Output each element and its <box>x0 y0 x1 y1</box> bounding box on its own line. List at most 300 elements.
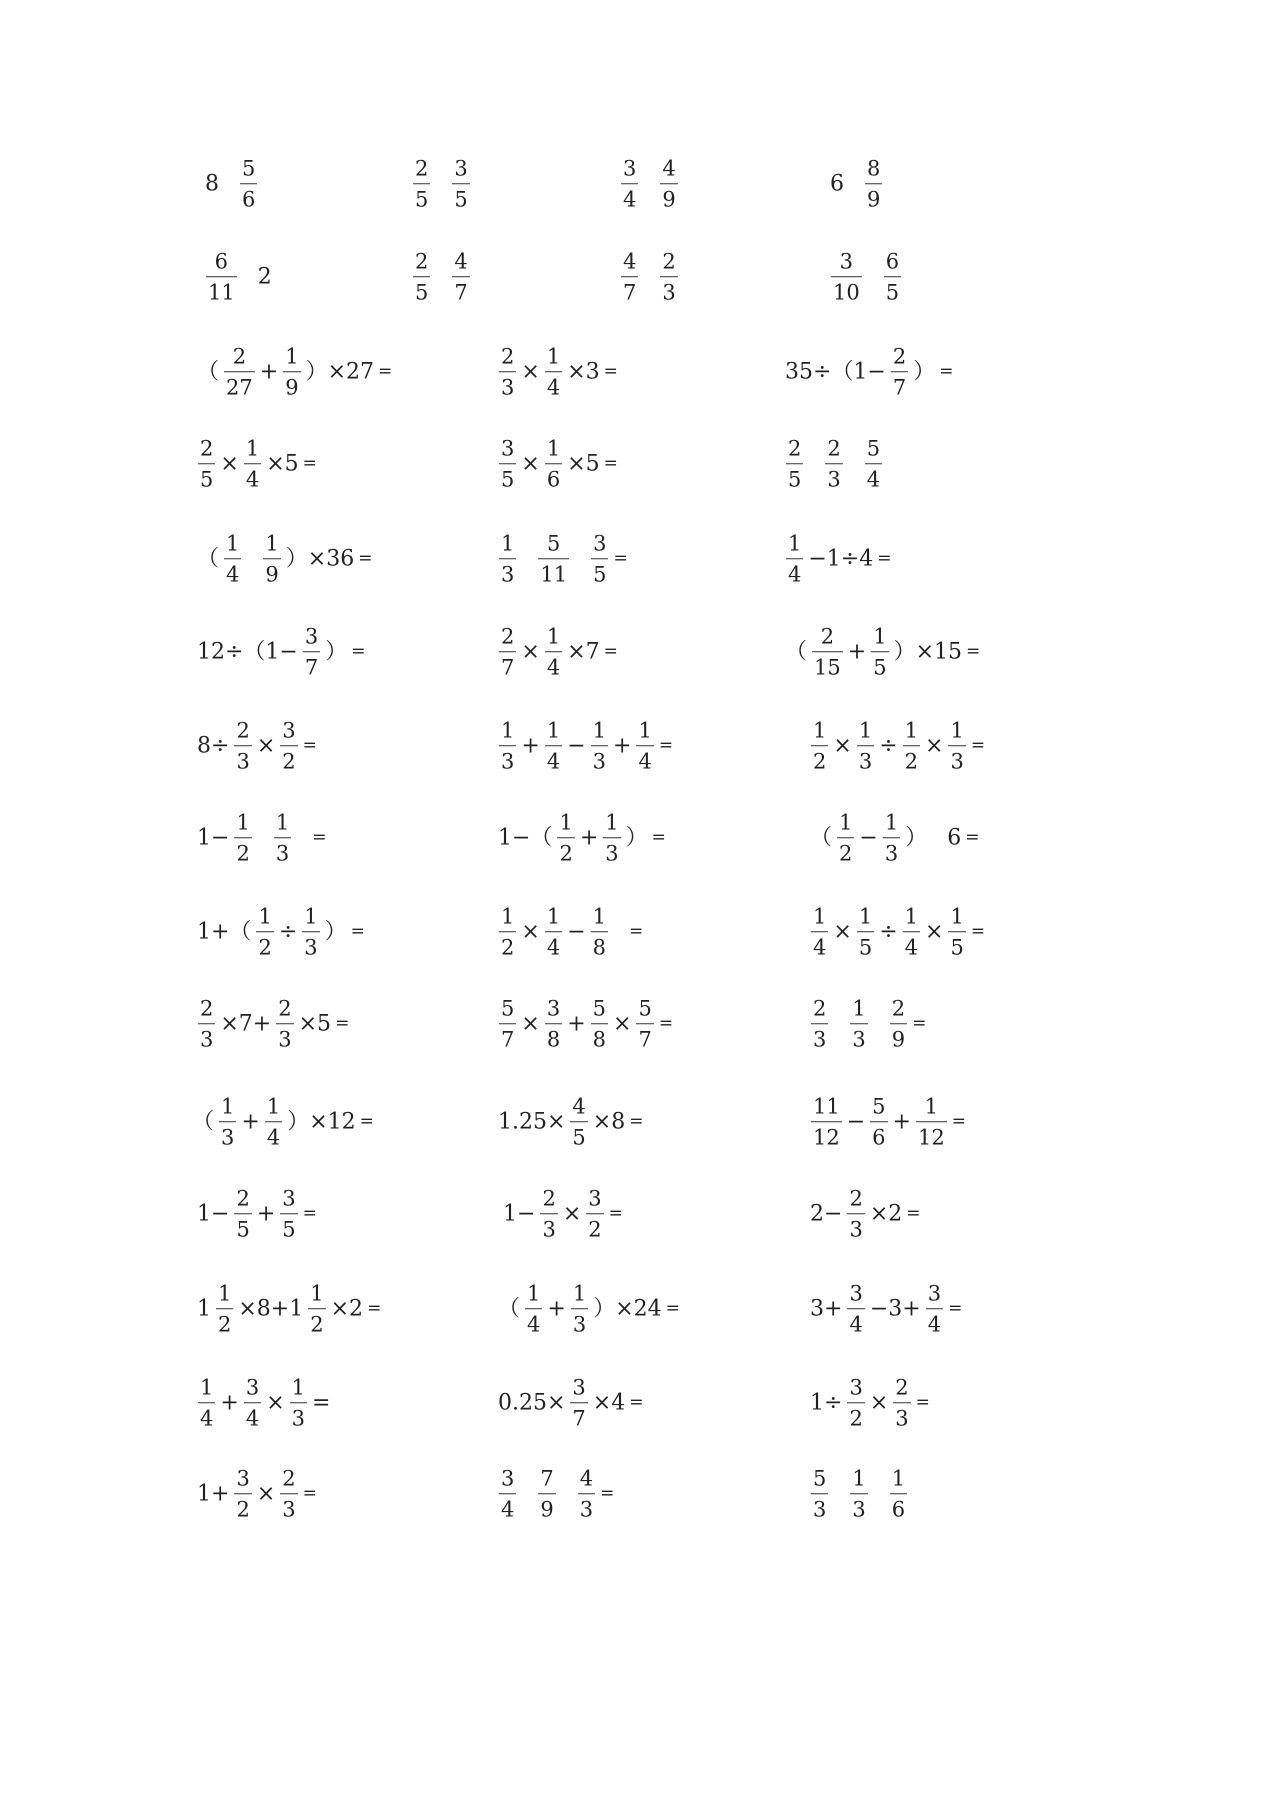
fraction <box>545 717 562 775</box>
fraction-numerator: 1 <box>559 810 573 835</box>
fraction-denominator: 4 <box>245 1406 260 1431</box>
fraction <box>811 995 828 1053</box>
fraction-bar <box>280 1214 297 1215</box>
exercise <box>808 995 928 1053</box>
expression-text: 2 <box>257 264 272 289</box>
fraction <box>280 1185 297 1243</box>
fraction-bar <box>660 184 677 185</box>
expression-text: 1+（ <box>197 919 252 944</box>
fraction <box>525 1280 542 1338</box>
fraction-numerator: 3 <box>593 531 607 556</box>
fraction-denominator: 7 <box>892 375 907 400</box>
expression-text: × <box>833 919 852 944</box>
fraction-denominator: 9 <box>867 187 881 212</box>
fraction-numerator: 5 <box>501 996 515 1021</box>
exercise <box>195 1280 383 1338</box>
fraction-denominator: 5 <box>501 467 515 492</box>
equals-sign: = <box>651 827 666 848</box>
fraction <box>216 1280 233 1338</box>
equals-sign: = <box>302 453 317 474</box>
fraction-bar <box>452 184 469 185</box>
exercise <box>783 435 885 493</box>
fraction-denominator: 3 <box>849 1217 863 1242</box>
fraction-bar <box>825 464 842 465</box>
expression-text: （ <box>197 546 220 571</box>
expression-text: ÷ <box>278 919 298 944</box>
fraction-bar <box>198 1024 215 1025</box>
fraction-numerator: 1 <box>813 718 827 743</box>
exercise <box>496 903 645 961</box>
fraction-bar <box>302 932 319 933</box>
expression-text: ÷ <box>879 733 898 758</box>
fraction-denominator: 4 <box>788 562 802 587</box>
expression-text: 35÷（1− <box>785 359 886 384</box>
fraction-bar <box>525 1309 542 1310</box>
fraction-denominator: 2 <box>813 749 827 774</box>
fraction <box>234 809 251 867</box>
exercise <box>496 995 675 1053</box>
fraction-denominator: 3 <box>884 841 899 866</box>
fraction-denominator: 5 <box>885 280 900 305</box>
equals-sign: = <box>367 1298 382 1319</box>
fraction-bar <box>948 746 965 747</box>
fraction-bar <box>603 838 620 839</box>
fraction-denominator: 2 <box>258 935 272 960</box>
expression-text: ×5 <box>298 1011 332 1036</box>
expression-text: 8÷ <box>197 733 230 758</box>
fraction-denominator: 2 <box>839 841 853 866</box>
expression-text: ）×24 <box>593 1296 662 1321</box>
fraction-denominator: 3 <box>200 1027 214 1052</box>
expression-text: 6 <box>830 171 844 196</box>
fraction-denominator: 5 <box>282 1217 296 1242</box>
expression-text: 1÷ <box>810 1390 843 1415</box>
fraction-bar <box>219 1122 236 1123</box>
fraction <box>303 623 320 681</box>
fraction-denominator: 7 <box>638 1027 652 1052</box>
fraction-denominator: 3 <box>282 1497 296 1522</box>
fraction-numerator: 3 <box>245 1375 260 1400</box>
fraction-bar <box>884 277 901 278</box>
fraction-numerator: 1 <box>873 624 887 649</box>
fraction <box>234 1465 251 1523</box>
expression-text: + <box>521 733 540 758</box>
fraction-numerator: 1 <box>285 344 299 369</box>
fraction-numerator: 5 <box>872 1094 886 1119</box>
fraction-denominator: 2 <box>904 749 918 774</box>
expression-text: （ <box>498 1296 521 1321</box>
exercise <box>496 1280 682 1338</box>
fraction-numerator: 1 <box>546 718 561 743</box>
fraction <box>660 155 677 213</box>
equals-sign: = <box>966 641 981 662</box>
expression-text: + <box>847 639 867 664</box>
fraction-denominator: 9 <box>285 375 299 400</box>
fraction <box>636 995 653 1053</box>
fraction <box>224 530 241 588</box>
fraction <box>903 717 920 775</box>
fraction-numerator: 1 <box>501 718 515 743</box>
exercise <box>195 717 319 775</box>
fraction <box>290 1374 307 1432</box>
exercise <box>496 623 620 681</box>
fraction-denominator: 3 <box>579 1497 594 1522</box>
fraction-numerator: 1 <box>218 1281 232 1306</box>
exercise <box>501 1185 625 1243</box>
fraction <box>591 903 608 961</box>
expression-text: × <box>869 1390 889 1415</box>
expression-text: ）×27 <box>305 359 374 384</box>
fraction-numerator: 1 <box>266 1094 281 1119</box>
fraction-numerator: 7 <box>540 1466 554 1491</box>
fraction <box>198 995 215 1053</box>
exercise <box>195 1185 319 1243</box>
fraction <box>636 717 653 775</box>
fraction-numerator: 5 <box>547 531 561 556</box>
fraction-numerator: 5 <box>813 1466 827 1491</box>
fraction-bar <box>837 838 854 839</box>
fraction-denominator: 4 <box>927 1312 942 1337</box>
fraction-bar <box>557 838 574 839</box>
fraction-denominator: 5 <box>454 187 468 212</box>
exercise <box>195 1374 332 1432</box>
fraction <box>234 1185 251 1243</box>
fraction-bar <box>916 1122 947 1123</box>
fraction-numerator: 3 <box>546 996 561 1021</box>
expression-text: × <box>613 1011 632 1036</box>
fraction-bar <box>812 652 843 653</box>
fraction-numerator: 3 <box>839 249 854 274</box>
expression-text: + <box>567 1011 586 1036</box>
fraction-denominator: 2 <box>236 1497 250 1522</box>
fraction-bar <box>570 1122 587 1123</box>
fraction-bar <box>870 1122 887 1123</box>
fraction <box>256 903 273 961</box>
fraction-denominator: 4 <box>226 562 240 587</box>
exercise <box>808 1280 964 1338</box>
equals-sign: = <box>302 1483 317 1504</box>
expression-text: × <box>562 1201 582 1226</box>
fraction-bar <box>545 372 562 373</box>
fraction <box>302 903 319 961</box>
expression-text: + <box>579 825 599 850</box>
fraction-numerator: 2 <box>200 996 214 1021</box>
fraction-bar <box>499 1024 516 1025</box>
fraction <box>660 248 677 306</box>
equals-sign: = <box>603 361 618 382</box>
fraction-bar <box>224 559 241 560</box>
fraction <box>603 809 620 867</box>
fraction-bar <box>660 277 677 278</box>
fraction-bar <box>591 746 608 747</box>
fraction-numerator: 1 <box>310 1281 324 1306</box>
fraction-numerator: 4 <box>579 1466 594 1491</box>
expression-text: ×2 <box>330 1296 364 1321</box>
fraction <box>499 623 516 681</box>
fraction-bar <box>499 372 516 373</box>
fraction-denominator: 2 <box>559 841 573 866</box>
fraction <box>811 717 828 775</box>
fraction-numerator: 3 <box>236 1466 250 1491</box>
fraction-bar <box>811 1122 842 1123</box>
fraction <box>883 809 900 867</box>
fraction <box>591 530 608 588</box>
fraction-numerator: 2 <box>813 996 827 1021</box>
expression-text: （ <box>192 1109 215 1134</box>
expression-text: ） <box>625 825 648 850</box>
fraction-denominator: 5 <box>593 562 607 587</box>
fraction-bar <box>545 932 562 933</box>
fraction-numerator: 2 <box>200 436 214 461</box>
exercise <box>618 248 681 306</box>
fraction <box>916 1093 947 1151</box>
fraction <box>847 1185 864 1243</box>
fraction-bar <box>926 1309 943 1310</box>
fraction-numerator: 2 <box>282 1466 296 1491</box>
expression-text: × <box>521 359 540 384</box>
fraction <box>926 1280 943 1338</box>
fraction <box>206 248 237 306</box>
fraction-numerator: 1 <box>904 904 918 929</box>
fraction-denominator: 3 <box>813 1027 827 1052</box>
expression-text: ）×36 <box>285 546 355 571</box>
expression-text: × <box>833 733 852 758</box>
fraction-bar <box>847 1309 864 1310</box>
fraction-denominator: 5 <box>236 1217 250 1242</box>
fraction-denominator: 8 <box>546 1027 561 1052</box>
fraction-numerator: 1 <box>891 1466 906 1491</box>
fraction-bar <box>263 559 280 560</box>
fraction <box>578 1465 595 1523</box>
fraction <box>865 435 882 493</box>
fraction-bar <box>244 1403 261 1404</box>
expression-text: + <box>259 359 279 384</box>
fraction-numerator: 3 <box>849 1375 863 1400</box>
fraction <box>540 1185 557 1243</box>
exercise <box>783 623 982 681</box>
fraction-numerator: 1 <box>200 1375 214 1400</box>
fraction-bar <box>890 1024 907 1025</box>
fraction-denominator: 3 <box>895 1406 909 1431</box>
equals-sign: = <box>378 361 393 382</box>
exercise <box>195 809 328 867</box>
fraction <box>499 1465 516 1523</box>
expression-text: （ <box>785 639 808 664</box>
fraction-denominator: 4 <box>866 467 881 492</box>
fraction-bar <box>621 184 638 185</box>
equals-sign: = <box>658 735 674 756</box>
expression-text: ） <box>324 919 347 944</box>
expression-text: × <box>266 1390 285 1415</box>
fraction-numerator: 2 <box>415 156 429 181</box>
fraction-denominator: 15 <box>814 655 841 680</box>
fraction <box>586 1185 603 1243</box>
expression-text: − <box>846 1109 866 1134</box>
equals-sign: = <box>603 641 618 662</box>
fraction-denominator: 5 <box>858 935 873 960</box>
fraction-denominator: 3 <box>662 280 676 305</box>
expression-text: ×2 <box>869 1201 903 1226</box>
fraction-denominator: 3 <box>501 749 515 774</box>
fraction <box>591 717 608 775</box>
fraction-denominator: 6 <box>872 1125 886 1150</box>
fraction-bar <box>903 932 920 933</box>
fraction-bar <box>578 1494 595 1495</box>
fraction-numerator: 1 <box>236 810 250 835</box>
equals-sign: = <box>629 1392 644 1413</box>
fraction-denominator: 12 <box>813 1125 840 1150</box>
expression-text: ）×15 <box>893 639 962 664</box>
fraction-denominator: 11 <box>208 280 235 305</box>
fraction-bar <box>303 652 320 653</box>
fraction-numerator: 1 <box>501 904 515 929</box>
fraction-bar <box>857 746 874 747</box>
fraction <box>240 155 257 213</box>
equals-sign: = <box>939 361 954 382</box>
equals-sign: = <box>335 1013 350 1034</box>
fraction <box>865 155 882 213</box>
fraction-numerator: 1 <box>275 810 290 835</box>
fraction <box>812 623 843 681</box>
expression-text: 3+ <box>810 1296 843 1321</box>
fraction-bar <box>811 746 828 747</box>
expression-text: 1− <box>503 1201 536 1226</box>
fraction-denominator: 4 <box>623 187 637 212</box>
fraction-numerator: 1 <box>839 810 853 835</box>
fraction-numerator: 1 <box>501 531 515 556</box>
expression-text: 1− <box>197 1201 230 1226</box>
fraction-bar <box>571 1309 588 1310</box>
equals-sign: = <box>915 1392 930 1413</box>
fraction-numerator: 1 <box>950 718 964 743</box>
fraction <box>224 343 255 401</box>
fraction-numerator: 2 <box>501 344 515 369</box>
exercise <box>195 903 367 961</box>
fraction-numerator: 4 <box>662 156 676 181</box>
expression-text: × <box>925 733 944 758</box>
fraction-numerator: 1 <box>858 904 873 929</box>
expression-text: 1+ <box>197 1481 230 1506</box>
equals-sign: = <box>350 921 365 942</box>
equals-sign: = <box>665 1298 680 1319</box>
fraction-denominator: 4 <box>200 1406 214 1431</box>
fraction-denominator: 6 <box>546 467 561 492</box>
equals-sign: = <box>613 548 628 569</box>
fraction-numerator: 1 <box>527 1281 541 1306</box>
fraction-numerator: 3 <box>927 1281 942 1306</box>
fraction-numerator: 2 <box>895 1375 909 1400</box>
fraction <box>621 248 638 306</box>
fraction-bar <box>811 932 828 933</box>
fraction-bar <box>308 1309 325 1310</box>
fraction-denominator: 2 <box>236 841 250 866</box>
fraction-bar <box>499 559 516 560</box>
fraction-bar <box>865 464 882 465</box>
fraction-numerator: 1 <box>265 531 279 556</box>
fraction-numerator: 1 <box>788 531 802 556</box>
fraction-bar <box>276 1024 293 1025</box>
expression-text: 2− <box>810 1201 843 1226</box>
exercise <box>195 530 374 588</box>
fraction-numerator: 2 <box>278 996 292 1021</box>
fraction-bar <box>234 1494 251 1495</box>
fraction-bar <box>499 652 516 653</box>
fraction <box>545 995 562 1053</box>
fraction <box>234 717 251 775</box>
fraction-bar <box>636 746 653 747</box>
fraction-denominator: 5 <box>572 1125 586 1150</box>
exercise <box>808 809 981 867</box>
fraction-numerator: 3 <box>282 718 296 743</box>
fraction-bar <box>198 1403 215 1404</box>
fraction <box>811 1465 828 1523</box>
fraction <box>891 343 908 401</box>
expression-text: × <box>521 639 540 664</box>
fraction <box>413 248 430 306</box>
fraction-numerator: 4 <box>623 249 637 274</box>
equals-sign: = <box>608 1203 623 1224</box>
expression-text: ×5 <box>567 451 600 476</box>
fraction-bar <box>831 277 862 278</box>
fraction-denominator: 9 <box>891 1027 906 1052</box>
fraction <box>903 903 920 961</box>
fraction <box>847 1374 864 1432</box>
fraction <box>786 435 803 493</box>
exercise <box>195 623 368 681</box>
fraction-bar <box>850 1024 867 1025</box>
exercise <box>828 248 904 306</box>
fraction-denominator: 3 <box>852 1027 866 1052</box>
exercise <box>496 717 675 775</box>
fraction-bar <box>786 559 803 560</box>
exercise <box>808 1374 932 1432</box>
fraction-numerator: 3 <box>501 436 515 461</box>
fraction-denominator: 10 <box>833 280 860 305</box>
fraction <box>283 343 300 401</box>
expression-text: ） <box>325 639 348 664</box>
fraction-bar <box>283 372 300 373</box>
fraction-denominator: 3 <box>501 375 515 400</box>
fraction-numerator: 1 <box>258 904 272 929</box>
fraction <box>244 435 261 493</box>
fraction <box>452 248 469 306</box>
fraction <box>948 717 965 775</box>
expression-text: × <box>521 919 540 944</box>
fraction-denominator: 3 <box>858 749 873 774</box>
fraction-bar <box>545 652 562 653</box>
expression-text: ÷ <box>879 919 898 944</box>
exercise <box>496 1374 645 1432</box>
fraction-denominator: 3 <box>813 1497 827 1522</box>
fraction <box>499 435 516 493</box>
fraction-bar <box>256 932 273 933</box>
fraction <box>570 1374 587 1432</box>
fraction-bar <box>244 464 261 465</box>
fraction-denominator: 4 <box>501 1497 515 1522</box>
exercise <box>190 1093 376 1151</box>
fraction-bar <box>499 1494 516 1495</box>
expression-text: −3+ <box>869 1296 921 1321</box>
fraction <box>571 1280 588 1338</box>
fraction <box>198 1374 215 1432</box>
fraction-bar <box>871 652 888 653</box>
fraction-denominator: 7 <box>454 280 468 305</box>
fraction-bar <box>206 277 237 278</box>
fraction-denominator: 2 <box>588 1217 602 1242</box>
fraction-numerator: 3 <box>588 1186 602 1211</box>
exercise <box>496 809 668 867</box>
fraction-numerator: 1 <box>924 1094 939 1119</box>
